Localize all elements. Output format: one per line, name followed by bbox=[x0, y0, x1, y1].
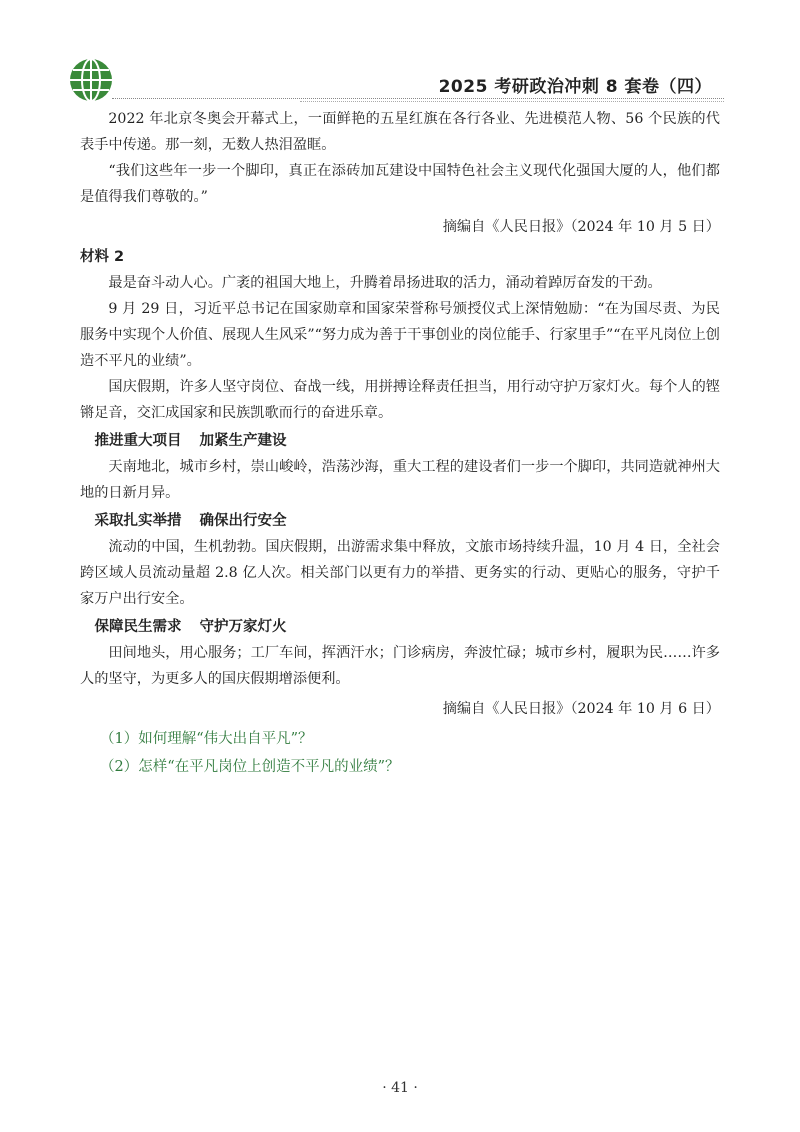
section-paragraph: 流动的中国，生机勃勃。国庆假期，出游需求集中释放，文旅市场持续升温，10 月 4 日，全社会跨区域人员流动量超 2.8 亿人次。相关部门以更有力的举措、更务实的行动、更贴心的服务，守护千家万户出行安全。 bbox=[80, 539, 720, 607]
material2-source: 摘编自《人民日报》（2024 年 10 月 6 日） bbox=[442, 701, 720, 717]
section-heading-part-a: 保障民生需求 bbox=[94, 619, 182, 635]
page-header bbox=[0, 0, 800, 110]
question-item: （2）怎样“在平凡岗位上创造不平凡的业绩”？ bbox=[100, 759, 400, 775]
section-heading-part-b: 加紧生产建设 bbox=[199, 433, 287, 449]
header-dotted-rule bbox=[112, 98, 724, 99]
section-heading bbox=[80, 428, 720, 454]
material2-label: 材料 2 bbox=[80, 249, 125, 265]
question-item: （1）如何理解“伟大出自平凡”？ bbox=[100, 731, 313, 747]
section-paragraph: 田间地头，用心服务；工厂车间，挥洒汗水；门诊病房，奔波忙碌；城市乡村，履职为民……许多人的坚守，为更多人的国庆假期增添便利。 bbox=[80, 645, 720, 687]
material2-intro-paragraph: 9 月 29 日，习近平总书记在国家勋章和国家荣誉称号颁授仪式上深情勉励：“在为国尽责、为民服务中实现个人价值、展现人生风采”“努力成为善于干事创业的岗位能手、行家里手”“在平凡岗位上创造不平凡的业绩”。 bbox=[80, 301, 720, 369]
section-heading bbox=[80, 614, 720, 640]
page-content bbox=[80, 106, 720, 780]
header-title: 2025 考研政治冲刺 8 套卷（四） bbox=[438, 77, 712, 97]
header-dotted-rule-secondary bbox=[300, 101, 724, 102]
material2-intro-paragraph: 最是奋斗动人心。广袤的祖国大地上，升腾着昂扬进取的活力，涌动着踔厉奋发的干劲。 bbox=[108, 275, 662, 291]
material1-quote: “我们这些年一步一个脚印，真正在添砖加瓦建设中国特色社会主义现代化强国大厦的人，他们都是值得我们尊敬的。” bbox=[80, 163, 720, 205]
material1-source: 摘编自《人民日报》（2024 年 10 月 5 日） bbox=[442, 219, 720, 235]
section-heading-part-a: 采取扎实举措 bbox=[94, 513, 182, 529]
section-heading-part-b: 确保出行安全 bbox=[199, 513, 287, 529]
page-number: · 41 · bbox=[382, 1080, 418, 1096]
material2-intro-paragraph: 国庆假期，许多人坚守岗位、奋战一线，用拼搏诠释责任担当，用行动守护万家灯火。每个人的铿锵足音，交汇成国家和民族凯歌而行的奋进乐章。 bbox=[80, 379, 720, 421]
section-paragraph: 天南地北，城市乡村，崇山峻岭，浩荡沙海，重大工程的建设者们一步一个脚印，共同造就神州大地的日新月异。 bbox=[80, 459, 720, 501]
material1-paragraph: 2022 年北京冬奥会开幕式上，一面鲜艳的五星红旗在各行各业、先进模范人物、56 个民族的代表手中传递。那一刻，无数人热泪盈眶。 bbox=[80, 111, 720, 153]
section-heading bbox=[80, 508, 720, 534]
section-heading-part-b: 守护万家灯火 bbox=[199, 619, 287, 635]
section-heading-part-a: 推进重大项目 bbox=[94, 433, 182, 449]
globe-logo-icon bbox=[68, 57, 114, 103]
